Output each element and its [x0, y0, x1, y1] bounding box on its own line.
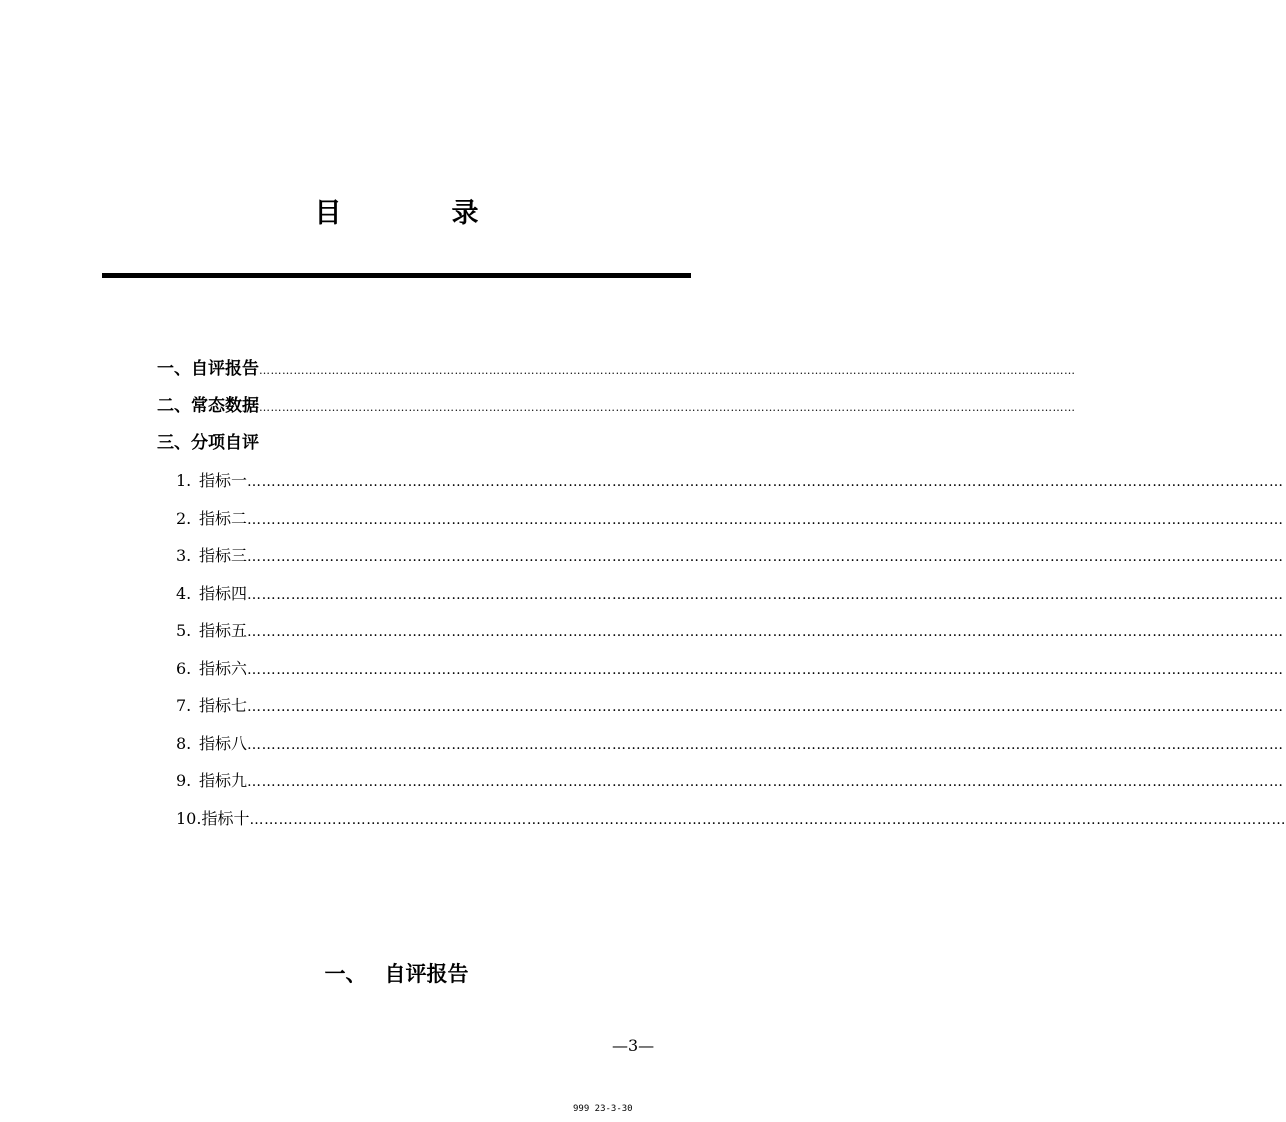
- toc-entry-itemized-self-evaluation[interactable]: [157, 425, 657, 462]
- section-heading-text: 自评报告: [384, 962, 469, 986]
- toc-leader-dots: ……………………………………………………………………………………………………………………………………………………………………………………………: [247, 586, 1284, 603]
- toc-entry-label: 指标六: [199, 658, 248, 678]
- toc-entry-routine-data[interactable]: [157, 388, 1076, 425]
- toc-entry-number: 8.: [176, 733, 192, 753]
- toc-entry-number: 3.: [176, 546, 192, 565]
- toc-entry-indicator-2[interactable]: [157, 500, 1284, 538]
- toc-entry-number: 4.: [176, 583, 192, 603]
- toc-leader-dots: ……………………………………………………………………………………………………………………………………………………………………………………………: [259, 401, 1076, 414]
- toc-leader-dots: ……………………………………………………………………………………………………………………………………………………………………………………………: [247, 736, 1284, 753]
- toc-entry-label: 指标十: [201, 808, 250, 828]
- toc-entry-label: 指标七: [199, 696, 248, 715]
- toc-entry-indicator-3[interactable]: [157, 537, 1284, 575]
- section-heading: [0, 956, 793, 992]
- page-number: —3—: [612, 1036, 655, 1055]
- toc-entry-label: 指标四: [199, 583, 248, 603]
- page-title: [0, 194, 793, 234]
- toc-leader-dots: ……………………………………………………………………………………………………………………………………………………………………………………………: [259, 364, 1076, 377]
- toc-entry-indicator-4[interactable]: [157, 575, 1284, 613]
- toc-entry-indicator-6[interactable]: [157, 650, 1284, 688]
- toc-entry-label: 指标三: [199, 546, 248, 565]
- toc-entry-number: 7.: [176, 696, 192, 715]
- page-title-part-2: 录: [451, 198, 479, 229]
- toc-entry-label: 指标五: [199, 621, 248, 640]
- toc-entry-number: 9.: [176, 771, 192, 790]
- toc-entry-indicator-5[interactable]: [157, 612, 1284, 650]
- table-of-contents: [157, 351, 1286, 837]
- toc-entry-number: 2.: [176, 508, 192, 528]
- toc-entry-label: 三、分项自评: [157, 433, 259, 453]
- toc-leader-dots: ……………………………………………………………………………………………………………………………………………………………………………………………: [247, 661, 1284, 678]
- toc-leader-dots: ……………………………………………………………………………………………………………………………………………………………………………………………: [247, 624, 1284, 640]
- toc-entry-indicator-10[interactable]: [157, 800, 1286, 838]
- footer-print-code: 999 23-3-30: [573, 1104, 633, 1114]
- toc-entry-number: 5.: [176, 621, 192, 640]
- toc-entry-label: 二、常态数据: [157, 396, 259, 416]
- toc-leader-dots: ……………………………………………………………………………………………………………………………………………………………………………………………: [247, 699, 1284, 715]
- toc-entry-indicator-1[interactable]: [157, 462, 1284, 500]
- toc-leader-dots: ……………………………………………………………………………………………………………………………………………………………………………………………: [247, 549, 1284, 565]
- toc-entry-label: 指标二: [199, 508, 248, 528]
- toc-entry-self-evaluation-report[interactable]: [157, 351, 1076, 388]
- section-heading-number: 一、: [324, 962, 367, 986]
- toc-entry-label: 指标一: [199, 471, 248, 490]
- toc-entry-label: 指标八: [199, 733, 248, 753]
- toc-entry-label: 指标九: [199, 771, 248, 790]
- toc-entry-number: 1.: [176, 471, 192, 490]
- title-divider: [102, 273, 691, 278]
- toc-entry-number: 6.: [176, 658, 192, 678]
- toc-entry-number: 10.: [176, 808, 202, 828]
- toc-entry-indicator-9[interactable]: [157, 762, 1284, 800]
- toc-entry-indicator-8[interactable]: [157, 725, 1284, 763]
- toc-leader-dots: ……………………………………………………………………………………………………………………………………………………………………………………………: [249, 811, 1286, 828]
- toc-leader-dots: ……………………………………………………………………………………………………………………………………………………………………………………………: [247, 474, 1284, 490]
- toc-entry-label: 一、自评报告: [157, 359, 259, 379]
- toc-leader-dots: ……………………………………………………………………………………………………………………………………………………………………………………………: [247, 774, 1284, 790]
- toc-leader-dots: ……………………………………………………………………………………………………………………………………………………………………………………………: [247, 511, 1284, 528]
- toc-entry-indicator-7[interactable]: [157, 687, 1284, 725]
- page-title-part-1: 目: [314, 198, 342, 229]
